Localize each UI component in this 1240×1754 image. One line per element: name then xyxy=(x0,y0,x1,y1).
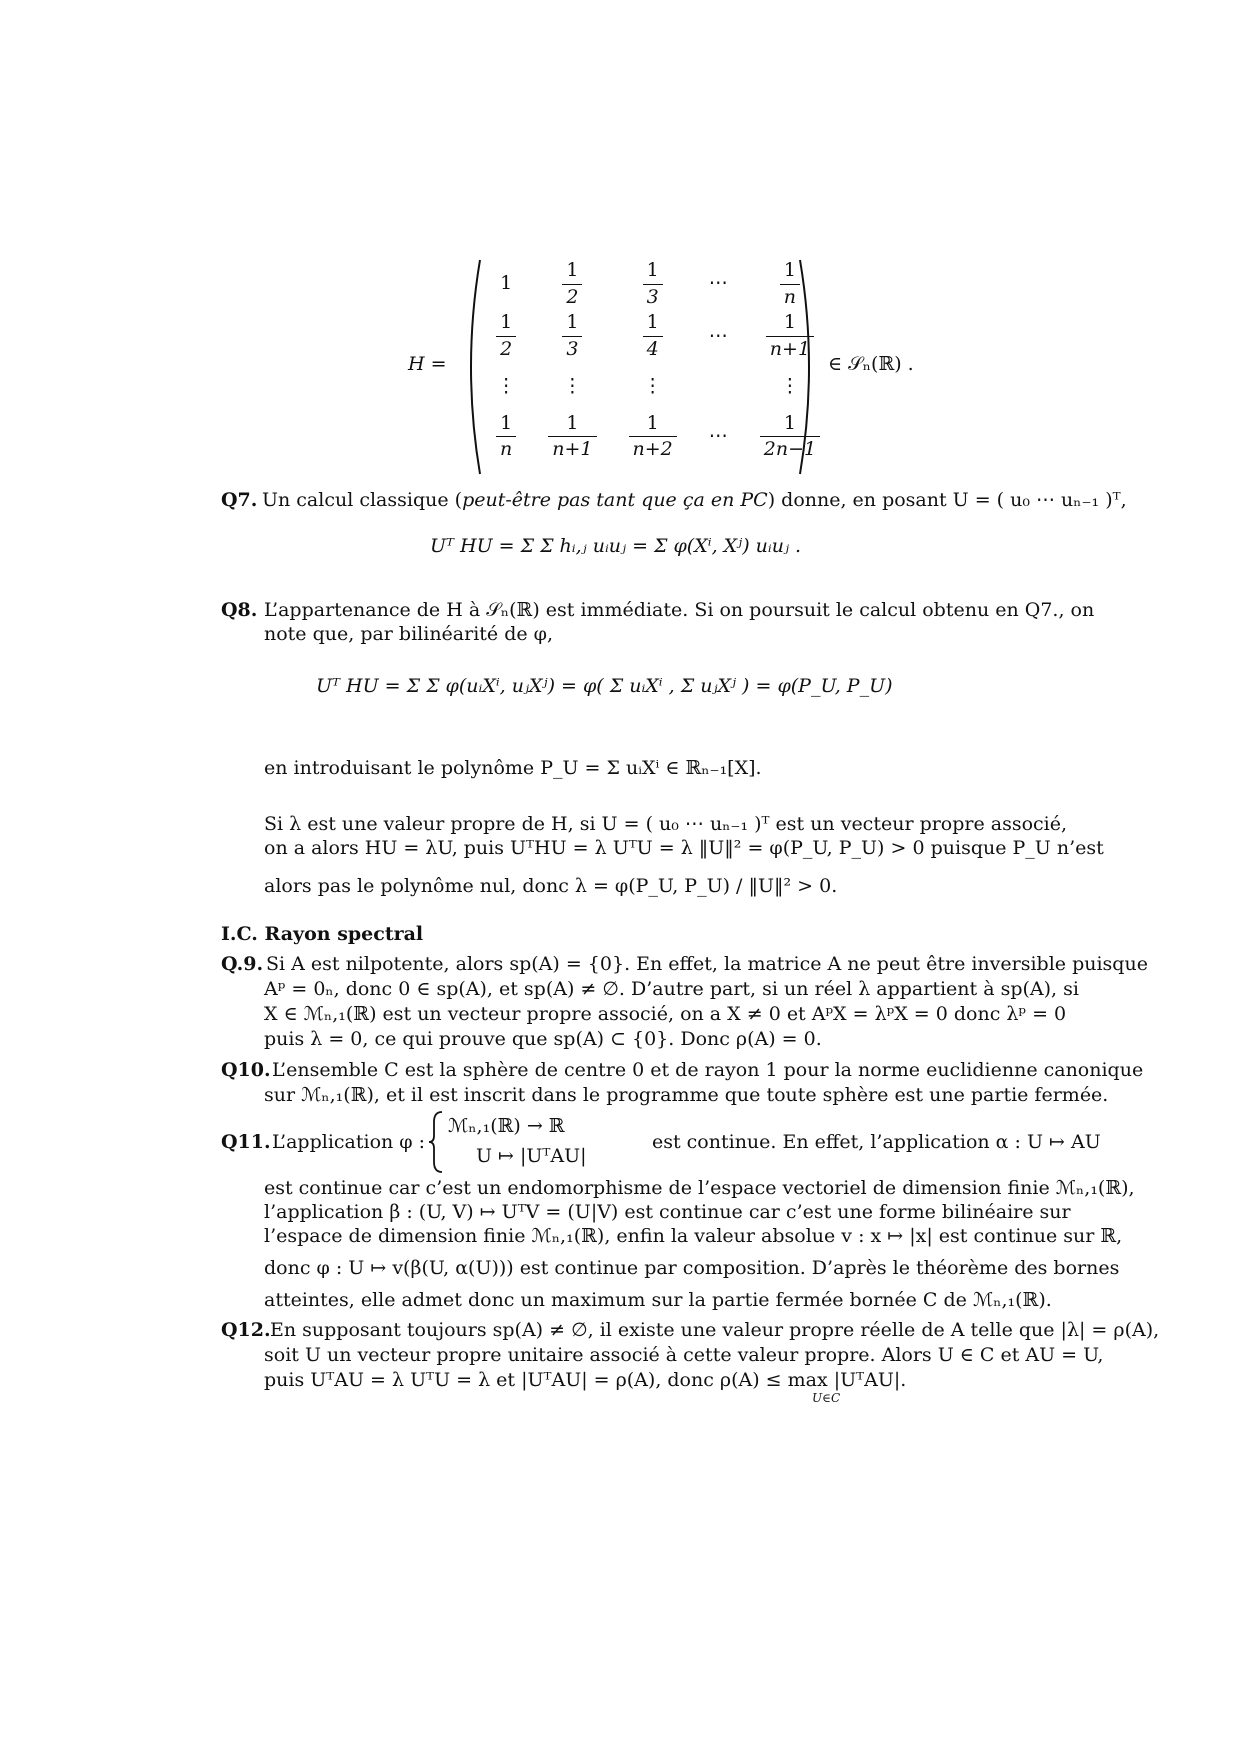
matrix-cell: ⋯ xyxy=(708,272,728,295)
q11-line-1: l’application β : (U, V) ↦ UᵀV = (U|V) est continue car c’est une forme bilinéaire sur xyxy=(264,1201,1071,1223)
matrix-row xyxy=(480,363,836,411)
matrix-cell: $\frac{1}{n+1}$ xyxy=(532,411,612,463)
matrix-cell: ⋮ xyxy=(496,374,516,397)
q11-line-0: est continue car c’est un endomorphisme de l’espace vectoriel de dimension finie ℳₙ,₁(ℝ), xyxy=(264,1177,1135,1199)
q11-after: est continue. En effet, l’application α : U ↦ AU xyxy=(652,1131,1101,1153)
matrix-cell: $\frac{1}{n+1}$ xyxy=(744,310,836,362)
matrix-cell: $\frac{1}{3}$ xyxy=(613,258,693,310)
q11-line-3: donc φ : U ↦ v(β(U, α(U))) est continue par composition. D’après le théorème des bornes xyxy=(264,1257,1120,1279)
q9-line-2: X ∈ ℳₙ,₁(ℝ) est un vecteur propre associé, on a X ≠ 0 et AᵖX = λᵖX = 0 donc λᵖ = 0 xyxy=(264,1003,1067,1025)
matrix-cell: $\frac{1}{4}$ xyxy=(613,310,693,362)
q11-line-2: l’espace de dimension finie ℳₙ,₁(ℝ), enfin la valeur absolue v : x ↦ |x| est continue sur ℝ, xyxy=(264,1225,1123,1247)
q8-line5: on a alors HU = λU, puis UᵀHU = λ UᵀU = λ ‖U‖² = φ(P_U, P_U) > 0 puisque P_U n’est xyxy=(264,837,1104,859)
q10-label: Q10. xyxy=(221,1059,271,1081)
q9-line-1: Aᵖ = 0ₙ, donc 0 ∈ sp(A), et sp(A) ≠ ∅. D’autre part, si un réel λ appartient à sp(A), si xyxy=(264,978,1079,1000)
matrix-cell: 1 xyxy=(500,272,513,295)
q11-intro: L’application φ : xyxy=(272,1131,426,1153)
matrix-cell: ⋮ xyxy=(780,374,800,397)
matrix-cell: ⋯ xyxy=(708,424,728,447)
q8-line6: alors pas le polynôme nul, donc λ = φ(P_U, P_U) / ‖U‖² > 0. xyxy=(264,875,838,897)
q8-label: Q8. xyxy=(221,599,258,621)
q7-text: Un calcul classique (peut-être pas tant que ça en PC) donne, en posant U = ( u₀ ⋯ uₙ₋₁ )ᵀ, xyxy=(262,489,1127,511)
matrix-cell: ⋯ xyxy=(708,324,728,347)
matrix-cell: $\frac{1}{2}$ xyxy=(480,310,532,362)
matrix-lhs: H = xyxy=(408,353,447,375)
q9-line-3: puis λ = 0, ce qui prouve que sp(A) ⊂ {0}. Donc ρ(A) = 0. xyxy=(264,1028,822,1050)
q7-label: Q7. xyxy=(221,489,258,511)
matrix-cell: $\frac{1}{n}$ xyxy=(744,258,836,310)
matrix-cell: $\frac{1}{2}$ xyxy=(532,258,612,310)
matrix-row xyxy=(480,411,836,463)
q9-line-0: Si A est nilpotente, alors sp(A) = {0}. En effet, la matrice A ne peut être inversible puisque xyxy=(266,953,1148,975)
matrix-block xyxy=(408,252,914,482)
section-title: I.C. Rayon spectral xyxy=(221,923,424,945)
q10-line-1: sur ℳₙ,₁(ℝ), et il est inscrit dans le programme que toute sphère est une partie fermée. xyxy=(264,1084,1109,1106)
q8-line2: note que, par bilinéarité de φ, xyxy=(264,623,553,645)
q11-label: Q11. xyxy=(221,1131,271,1153)
q11-map-bottom: U ↦ |UᵀAU| xyxy=(476,1145,587,1167)
matrix-cell: ⋮ xyxy=(562,374,582,397)
q12-line-0: En supposant toujours sp(A) ≠ ∅, il existe une valeur propre réelle de A telle que |λ| = ρ(A), xyxy=(270,1319,1160,1341)
q11-line-4: atteintes, elle admet donc un maximum sur la partie fermée bornée C de ℳₙ,₁(ℝ). xyxy=(264,1289,1052,1311)
matrix-cell: $\frac{1}{3}$ xyxy=(532,310,612,362)
matrix-cell: $\frac{1}{n+2}$ xyxy=(613,411,693,463)
q8-line4: Si λ est une valeur propre de H, si U = ( u₀ ⋯ uₙ₋₁ )ᵀ est un vecteur propre associé, xyxy=(264,813,1068,835)
q12-line-2: puis UᵀAU = λ UᵀU = λ et |UᵀAU| = ρ(A), donc ρ(A) ≤ max |UᵀAU|. xyxy=(264,1369,907,1391)
q8-line3: en introduisant le polynôme P_U = Σ uᵢXⁱ ∈ ℝₙ₋₁[X]. xyxy=(264,757,762,779)
matrix-grid xyxy=(480,258,836,463)
q9-label: Q.9. xyxy=(221,953,264,975)
q12-max-sub: U∈C xyxy=(812,1391,841,1405)
q8-formula: Uᵀ HU = Σ Σ φ(uᵢXⁱ, uⱼXʲ) = φ( Σ uᵢXⁱ , Σ uⱼXʲ ) = φ(P_U, P_U) xyxy=(316,675,893,697)
q10-line-0: L’ensemble C est la sphère de centre 0 et de rayon 1 pour la norme euclidienne canonique xyxy=(272,1059,1144,1081)
q12-line-1: soit U un vecteur propre unitaire associé à cette valeur propre. Alors U ∈ C et AU = U, xyxy=(264,1344,1104,1366)
matrix-rhs: ∈ 𝒮ₙ(ℝ) . xyxy=(828,353,914,375)
matrix-right-paren xyxy=(796,258,820,476)
matrix-row xyxy=(480,310,836,362)
matrix-row xyxy=(480,258,836,310)
matrix-cell: $\frac{1}{n}$ xyxy=(480,411,532,463)
q11-map-top: ℳₙ,₁(ℝ) → ℝ xyxy=(448,1115,565,1137)
q8-line1: L’appartenance de H à 𝒮ₙ(ℝ) est immédiate. Si on poursuit le calcul obtenu en Q7., on xyxy=(264,599,1095,621)
q11-brace xyxy=(428,1110,444,1174)
matrix-cell xyxy=(693,363,744,411)
q12-label: Q12. xyxy=(221,1319,271,1341)
matrix-cell: ⋮ xyxy=(643,374,663,397)
matrix-cell: $\frac{1}{2n-1}$ xyxy=(744,411,836,463)
q7-formula: Uᵀ HU = Σ Σ hᵢ,ⱼ uᵢuⱼ = Σ φ(Xⁱ, Xʲ) uᵢuⱼ . xyxy=(430,535,802,557)
